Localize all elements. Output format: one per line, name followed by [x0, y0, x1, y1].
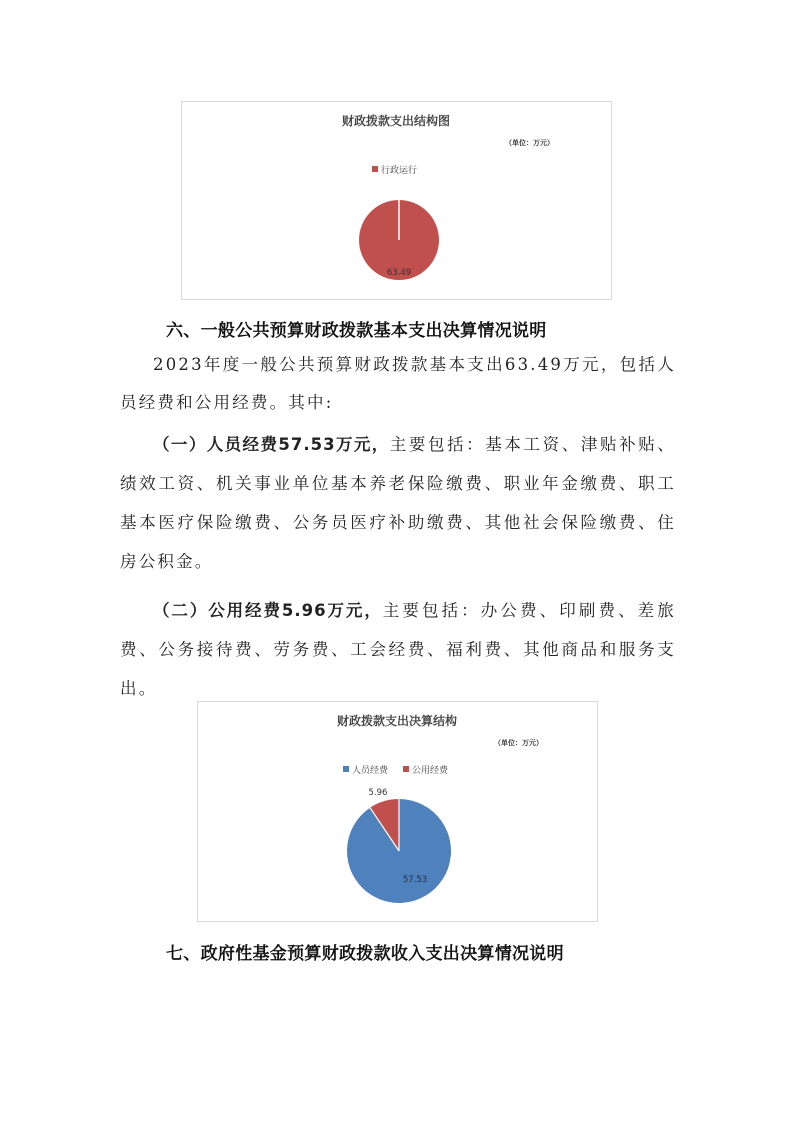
chart1-legend — [372, 164, 417, 176]
section6-heading: 六、一般公共预算财政拨款基本支出决算情况说明 — [166, 321, 547, 341]
chart2-pie — [347, 788, 451, 903]
chart1-unit: （单位：万元） — [505, 139, 554, 147]
legend-label: 人员经费 — [352, 766, 389, 776]
personnel-expense-paragraph — [120, 425, 676, 581]
legend-swatch — [343, 766, 349, 772]
public-expense-paragraph — [120, 591, 676, 708]
public-expense-body: 主要包括：办公费、印刷费、差旅费、公务接待费、劳务费、工会经费、福利费、其他商品和服务支出。 — [120, 601, 676, 698]
data-label: 57.53 — [402, 875, 428, 885]
chart2-title: 财政拨款支出决算结构 — [336, 714, 458, 728]
expenditure-structure-chart — [181, 101, 612, 300]
legend-swatch — [403, 766, 409, 772]
data-label: 5.96 — [368, 788, 388, 798]
section7-heading: 七、政府性基金预算财政拨款收入支出决算情况说明 — [166, 944, 564, 964]
public-expense-title: （二）公用经费5.96万元， — [153, 601, 383, 620]
chart1-pie — [359, 200, 439, 280]
legend-label: 行政运行 — [381, 166, 418, 176]
legend-swatch — [372, 166, 378, 172]
chart1-svg — [182, 102, 611, 299]
personnel-expense-body: 主要包括：基本工资、津贴补贴、绩效工资、机关事业单位基本养老保险缴费、职业年金缴费、职工基本医疗保险缴费、公务员医疗补助缴费、其他社会保险缴费、住房公积金。 — [120, 435, 677, 571]
legend-label: 公用经费 — [412, 766, 449, 776]
final-accounts-structure-chart — [197, 701, 598, 922]
section6-intro: 2023年度一般公共预算财政拨款基本支出63.49万元，包括人员经费和公用经费。其中: — [120, 355, 676, 412]
chart2-svg — [198, 702, 597, 921]
personnel-expense-title: （一）人员经费57.53万元， — [153, 435, 390, 454]
chart2-legend — [343, 764, 449, 776]
chart1-title: 财政拨款支出结构图 — [341, 114, 451, 128]
data-label: 63.49 — [386, 268, 412, 278]
chart2-unit: （单位：万元） — [494, 739, 543, 747]
